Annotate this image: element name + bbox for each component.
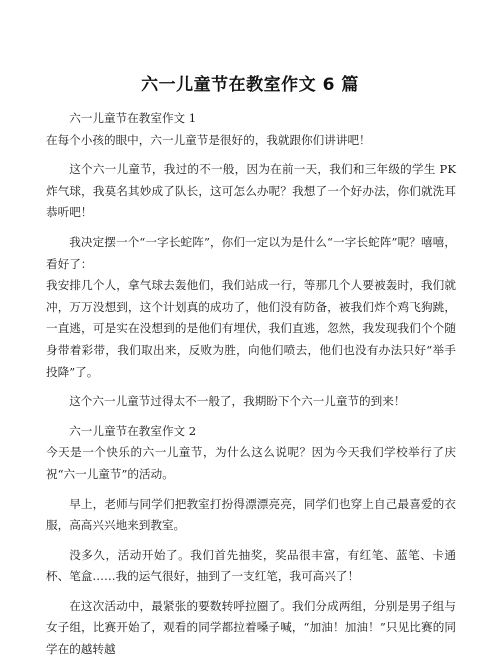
paragraph: 我决定摆一个“一字长蛇阵”，你们一定以为是什么“一字长蛇阵”呢？嘻嘻，看好了： [46, 234, 456, 271]
paragraph: 没多久，活动开始了。我们首先抽奖，奖品很丰富，有红笔、蓝笔、卡通杯、笔盒……我的运气很好，抽到了一支红笔，我可高兴了！ [46, 547, 456, 584]
section-heading: 六一儿童节在教室作文 2 [69, 423, 197, 438]
paragraph: 在每个小孩的眼中，六一儿童节是很好的，我就跟你们讲讲吧！ [46, 132, 371, 147]
paragraph: 这个六一儿童节，我过的不一般，因为在前一天，我们和三年级的学生 PK 炸气球，我莫名其妙成了队长，这可怎么办呢？我想了一个好办法，你们就洗耳恭听吧！ [46, 162, 456, 220]
paragraph: 今天是一个快乐的六一儿童节，为什么这么说呢？因为今天我们学校举行了庆祝“六一儿童节”的活动。 [46, 445, 456, 481]
paragraph: 这个六一儿童节过得太不一般了，我期盼下个六一儿童节的到来！ [69, 394, 406, 409]
document-body [46, 108, 456, 669]
document-title: 六一儿童节在教室作文 6 篇 [141, 75, 359, 95]
paragraph: 我安排几个人，拿气球去轰他们，我们站成一行，等那几个人要被轰时，我们就冲，万万没想到，这个计划真的成功了，他们没有防备，被我们炸个鸡飞狗跳，一直逃，可是实在没想到的是他们有埋伏，我们直逃，忽然，我发现我们个个随身带着彩带，我们取出来，反败为胜，向他们喷去，他们也没有办法只好“举手投降”了。 [46, 278, 456, 379]
section-heading: 六一儿童节在教室作文 1 [69, 111, 197, 125]
paragraph: 早上，老师与同学们把教室打扮得漂漂亮亮，同学们也穿上自己最喜爱的衣服，高高兴兴地来到教室。 [46, 496, 456, 533]
paragraph: 在这次活动中，最紧张的要数转呼拉圈了。我们分成两组，分别是男子组与女子组，比赛开始了，观看的同学都拉着嗓子喊，“加油！加油！”只见比赛的同学在的越转越 [46, 598, 456, 657]
